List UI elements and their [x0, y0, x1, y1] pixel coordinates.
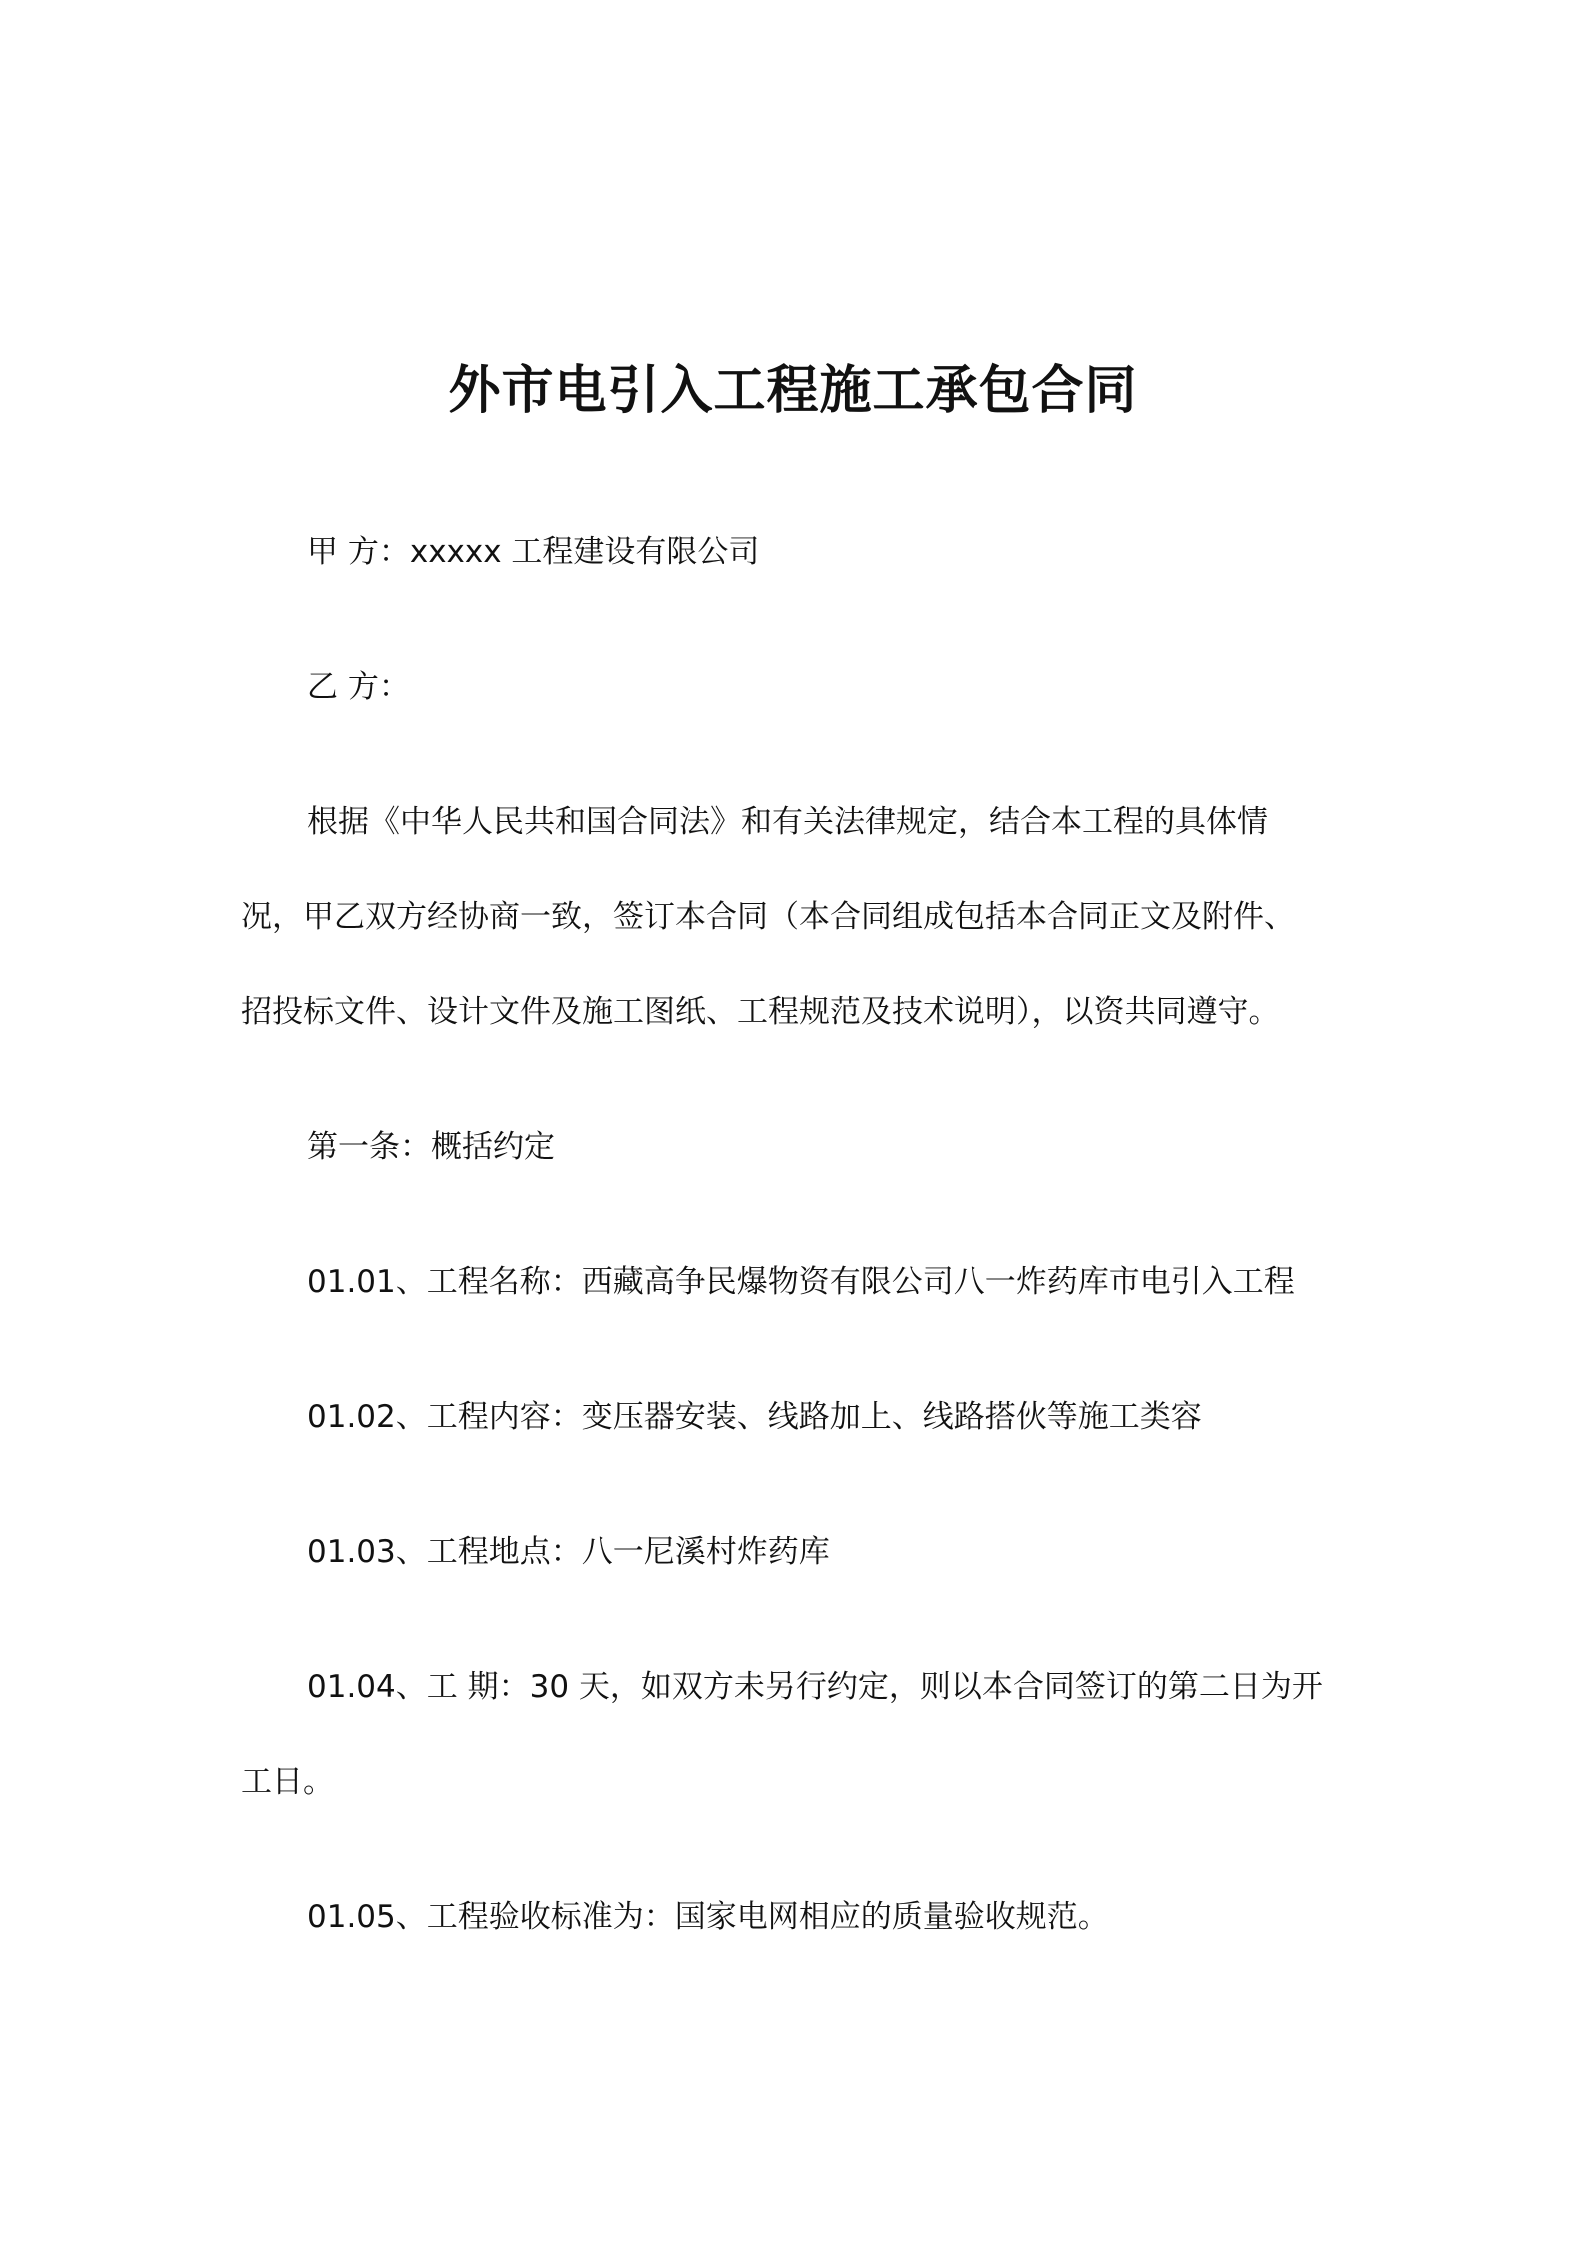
item-01-03: 01.03、工程地点：八一尼溪村炸药库: [307, 1534, 830, 1570]
party-a-line: 甲 方：xxxxx 工程建设有限公司: [307, 534, 760, 570]
preamble-line-3: 招投标文件、设计文件及施工图纸、工程规范及技术说明），以资共同遵守。: [241, 994, 1280, 1030]
preamble-line-1: 根据《中华人民共和国合同法》和有关法律规定，结合本工程的具体情: [307, 804, 1268, 840]
article-1-heading: 第一条：概括约定: [307, 1129, 555, 1165]
item-01-01: 01.01、工程名称：西藏高争民爆物资有限公司八一炸药库市电引入工程: [307, 1264, 1295, 1300]
document-title: 外市电引入工程施工承包合同: [448, 361, 1138, 421]
item-01-05: 01.05、工程验收标准为：国家电网相应的质量验收规范。: [307, 1899, 1109, 1935]
item-01-02: 01.02、工程内容：变压器安装、线路加上、线路搭伙等施工类容: [307, 1399, 1202, 1435]
item-01-04-line-2: 工日。: [241, 1764, 334, 1800]
preamble-line-2: 况，甲乙双方经协商一致，签订本合同（本合同组成包括本合同正文及附件、: [241, 899, 1295, 935]
item-01-04-line-1: 01.04、工 期：30 天，如双方未另行约定，则以本合同签订的第二日为开: [307, 1669, 1323, 1705]
party-b-line: 乙 方：: [307, 669, 410, 705]
